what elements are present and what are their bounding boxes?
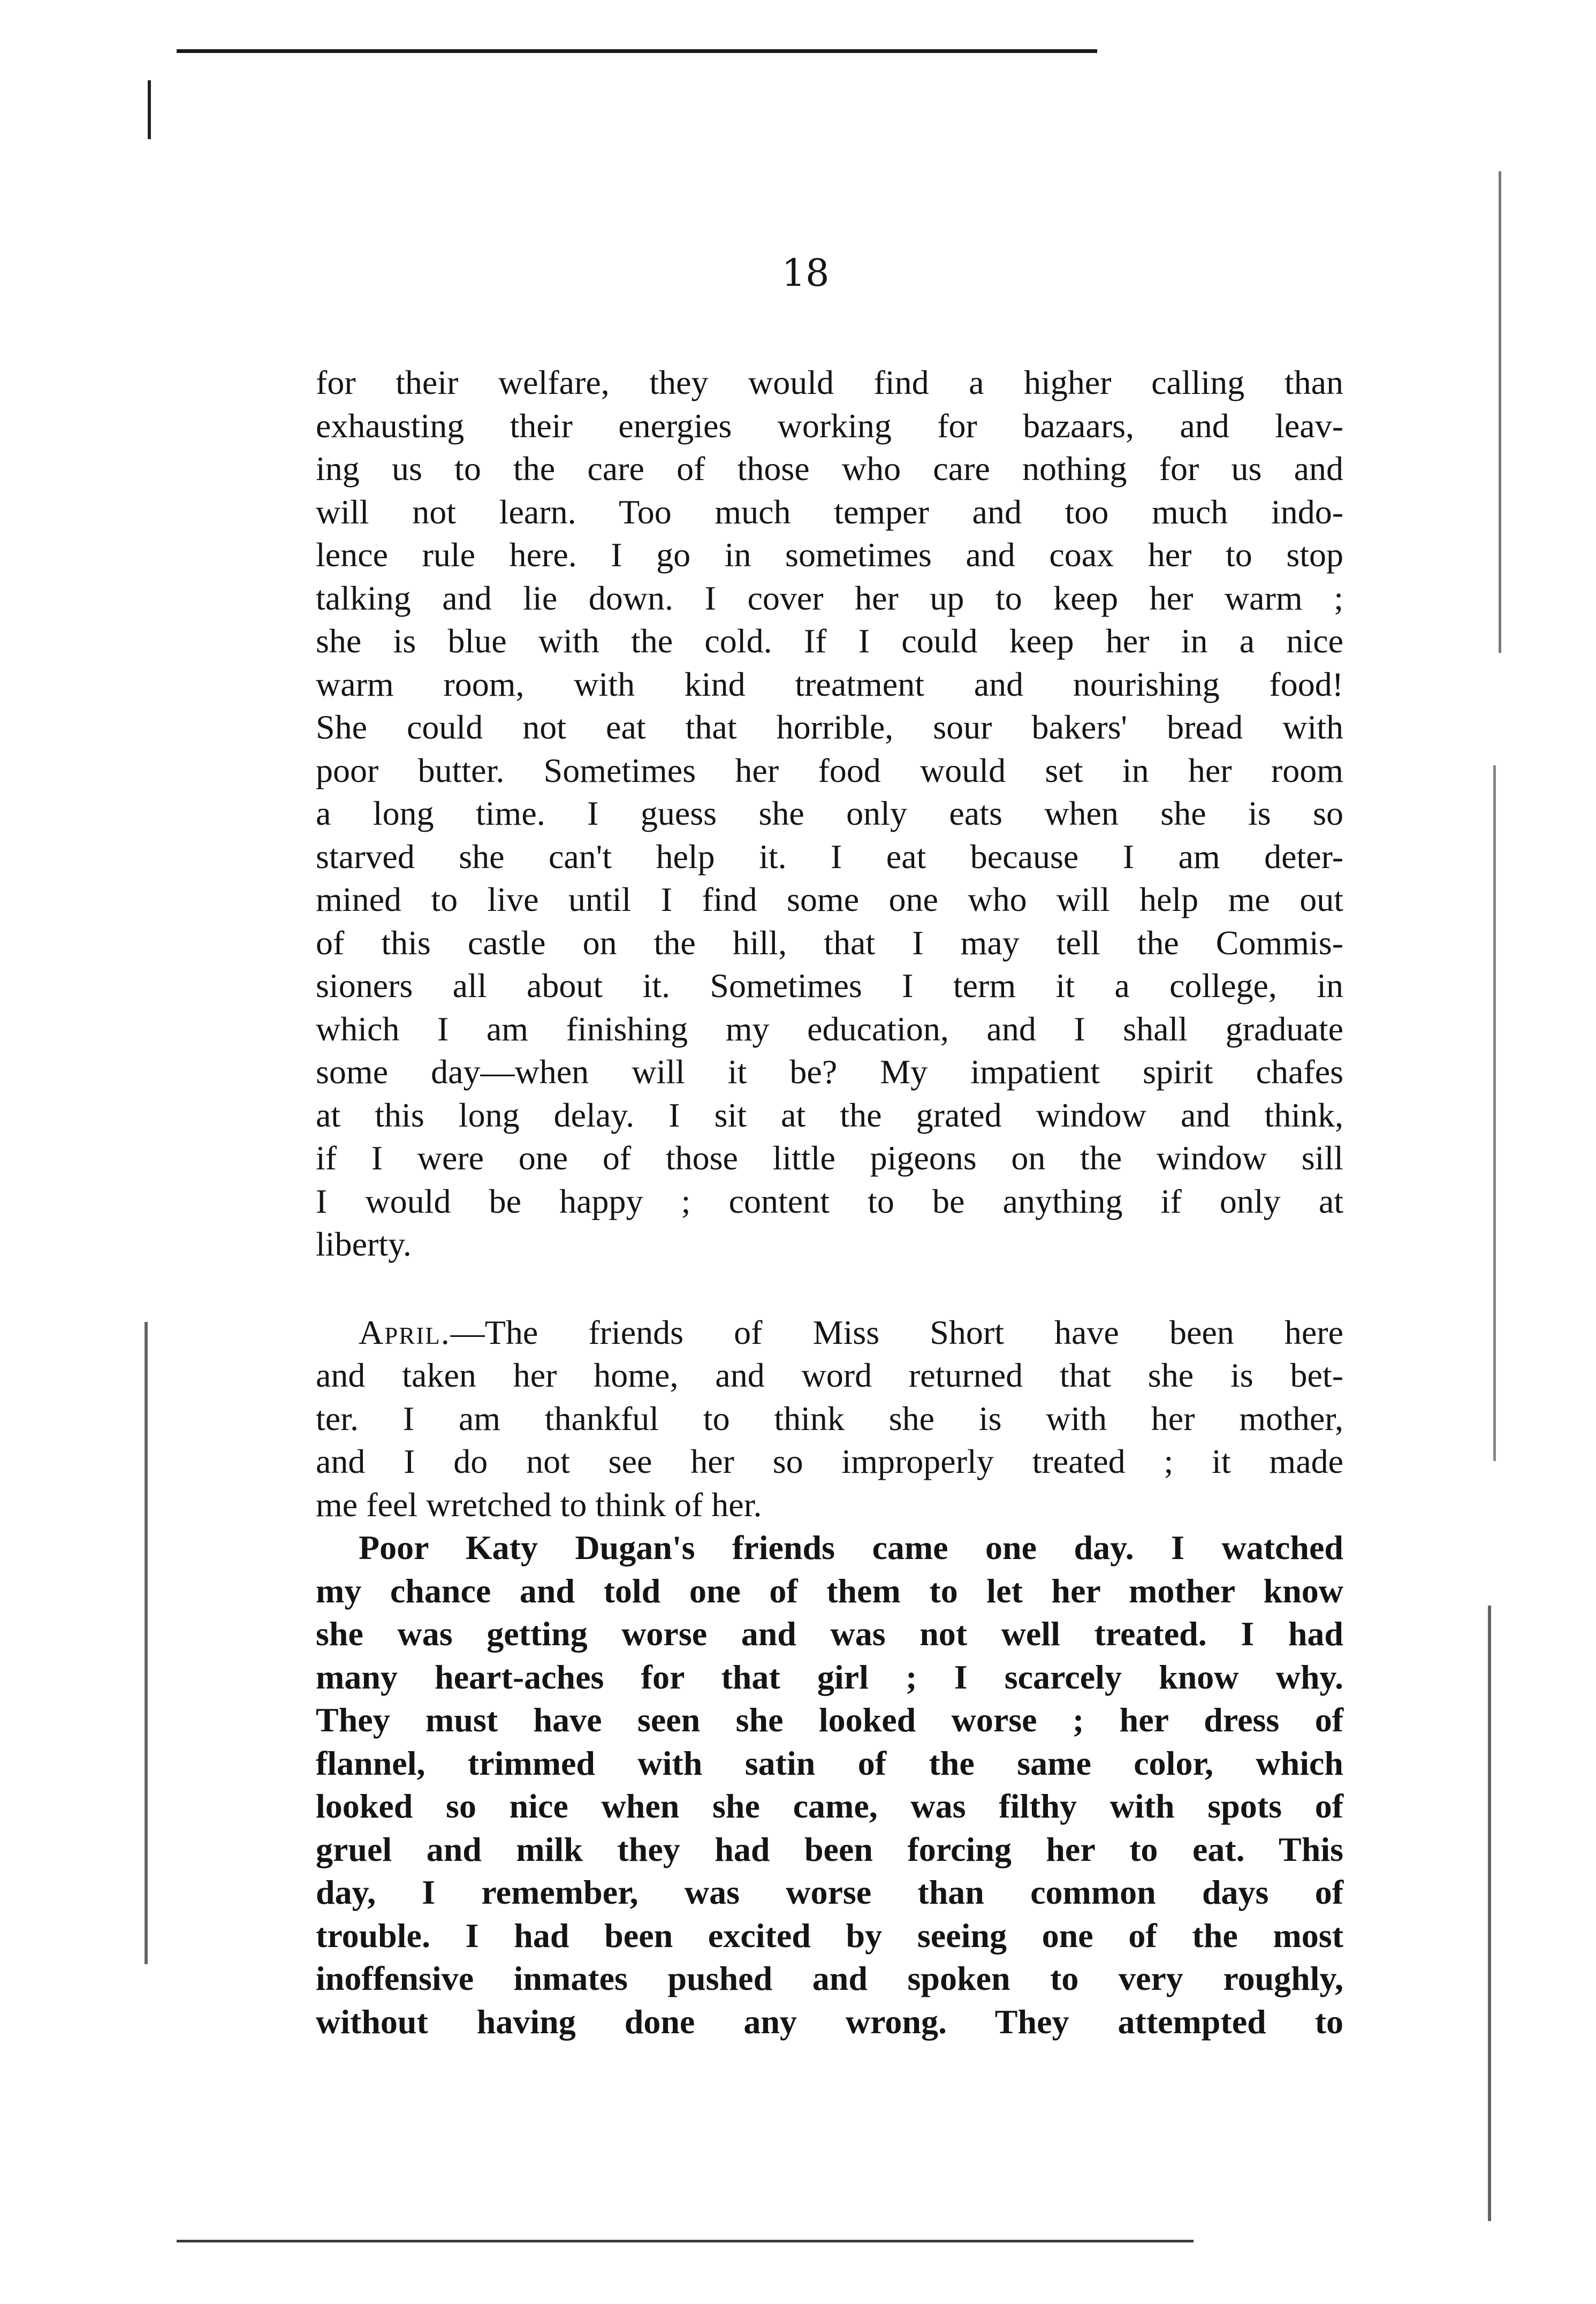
text-line: at this long delay. I sit at the grated window and think, bbox=[316, 1096, 1343, 1134]
scan-edge-mark bbox=[1499, 171, 1501, 653]
text-line: she was getting worse and was not well treated. I had bbox=[316, 1615, 1343, 1653]
text-line: me feel wretched to think of her. bbox=[316, 1485, 762, 1524]
text-line: a long time. I guess she only eats when she is so bbox=[316, 794, 1343, 832]
top-rule bbox=[177, 49, 1097, 53]
text-line: exhausting their energies working for bazaars, and leav- bbox=[316, 406, 1343, 445]
text-line: liberty. bbox=[316, 1225, 412, 1263]
text-line: ter. I am thankful to think she is with her mother, bbox=[316, 1399, 1343, 1438]
text-line: of this castle on the hill, that I may tell the Commis- bbox=[316, 923, 1343, 962]
text-line: some day—when will it be? My impatient spirit chafes bbox=[316, 1053, 1343, 1091]
scan-edge-mark bbox=[148, 80, 151, 139]
text-line: day, I remember, was worse than common days of bbox=[316, 1873, 1343, 1911]
paragraph-2 bbox=[316, 1311, 1343, 1527]
text-line: if I were one of those little pigeons on the window sill bbox=[316, 1139, 1343, 1177]
text-line: warm room, with kind treatment and nourishing food! bbox=[316, 665, 1343, 703]
text-line bbox=[316, 1311, 1343, 1355]
text-line: looked so nice when she came, was filthy with spots of bbox=[316, 1787, 1343, 1825]
text-line: sioners all about it. Sometimes I term it a college, in bbox=[316, 967, 1343, 1005]
text-line: she is blue with the cold. If I could keep her in a nice bbox=[316, 622, 1343, 660]
text-line: will not learn. Too much temper and too much indo- bbox=[316, 492, 1343, 531]
text-line: talking and lie down. I cover her up to keep her warm ; bbox=[316, 579, 1343, 617]
scan-edge-mark bbox=[1493, 765, 1496, 1461]
text-line: many heart-aches for that girl ; I scarcely know why. bbox=[316, 1657, 1343, 1696]
scan-edge-mark bbox=[1488, 1606, 1491, 2221]
text-line: Poor Katy Dugan's friends came one day. I watched bbox=[359, 1529, 1343, 1567]
text-line: starved she can't help it. I eat because I am deter- bbox=[316, 837, 1343, 876]
text-line: mined to live until I find some one who will help me out bbox=[316, 880, 1343, 918]
scan-edge-mark bbox=[145, 1322, 148, 1964]
text-line: without having done any wrong. They attempted to bbox=[316, 2002, 1343, 2041]
text-line: poor butter. Sometimes her food would set in her room bbox=[316, 751, 1343, 789]
section-lead: April. bbox=[359, 1313, 451, 1351]
page-number: 18 bbox=[781, 251, 830, 295]
text-fragment: —The friends of Miss Short have been here bbox=[450, 1313, 1343, 1351]
text-line: They must have seen she looked worse ; her dress of bbox=[316, 1701, 1343, 1739]
text-line: I would be happy ; content to be anything if only at bbox=[316, 1182, 1343, 1220]
text-line: for their welfare, they would find a higher calling than bbox=[316, 363, 1343, 401]
text-line: which I am finishing my education, and I shall graduate bbox=[316, 1009, 1343, 1048]
paragraph-3 bbox=[316, 1526, 1343, 2043]
paragraph-1 bbox=[316, 361, 1343, 1266]
text-line: trouble. I had been excited by seeing one of the most bbox=[316, 1916, 1343, 1955]
text-line: ing us to the care of those who care nothing for us and bbox=[316, 450, 1343, 488]
text-line: my chance and told one of them to let her mother know bbox=[316, 1571, 1343, 1610]
text-line: and taken her home, and word returned that she is bet- bbox=[316, 1356, 1343, 1394]
text-line: lence rule here. I go in sometimes and coax her to stop bbox=[316, 536, 1343, 574]
text-line: She could not eat that horrible, sour bakers' bread with bbox=[316, 708, 1343, 746]
body-text bbox=[316, 361, 1343, 2043]
text-line: inoffensive inmates pushed and spoken to very roughly, bbox=[316, 1959, 1343, 1997]
paragraph-gap bbox=[316, 1266, 1343, 1311]
text-line: flannel, trimmed with satin of the same color, which bbox=[316, 1744, 1343, 1782]
bottom-rule bbox=[177, 2240, 1194, 2242]
text-line: and I do not see her so improperly treated ; it made bbox=[316, 1442, 1343, 1480]
text-line: gruel and milk they had been forcing her to eat. This bbox=[316, 1830, 1343, 1868]
